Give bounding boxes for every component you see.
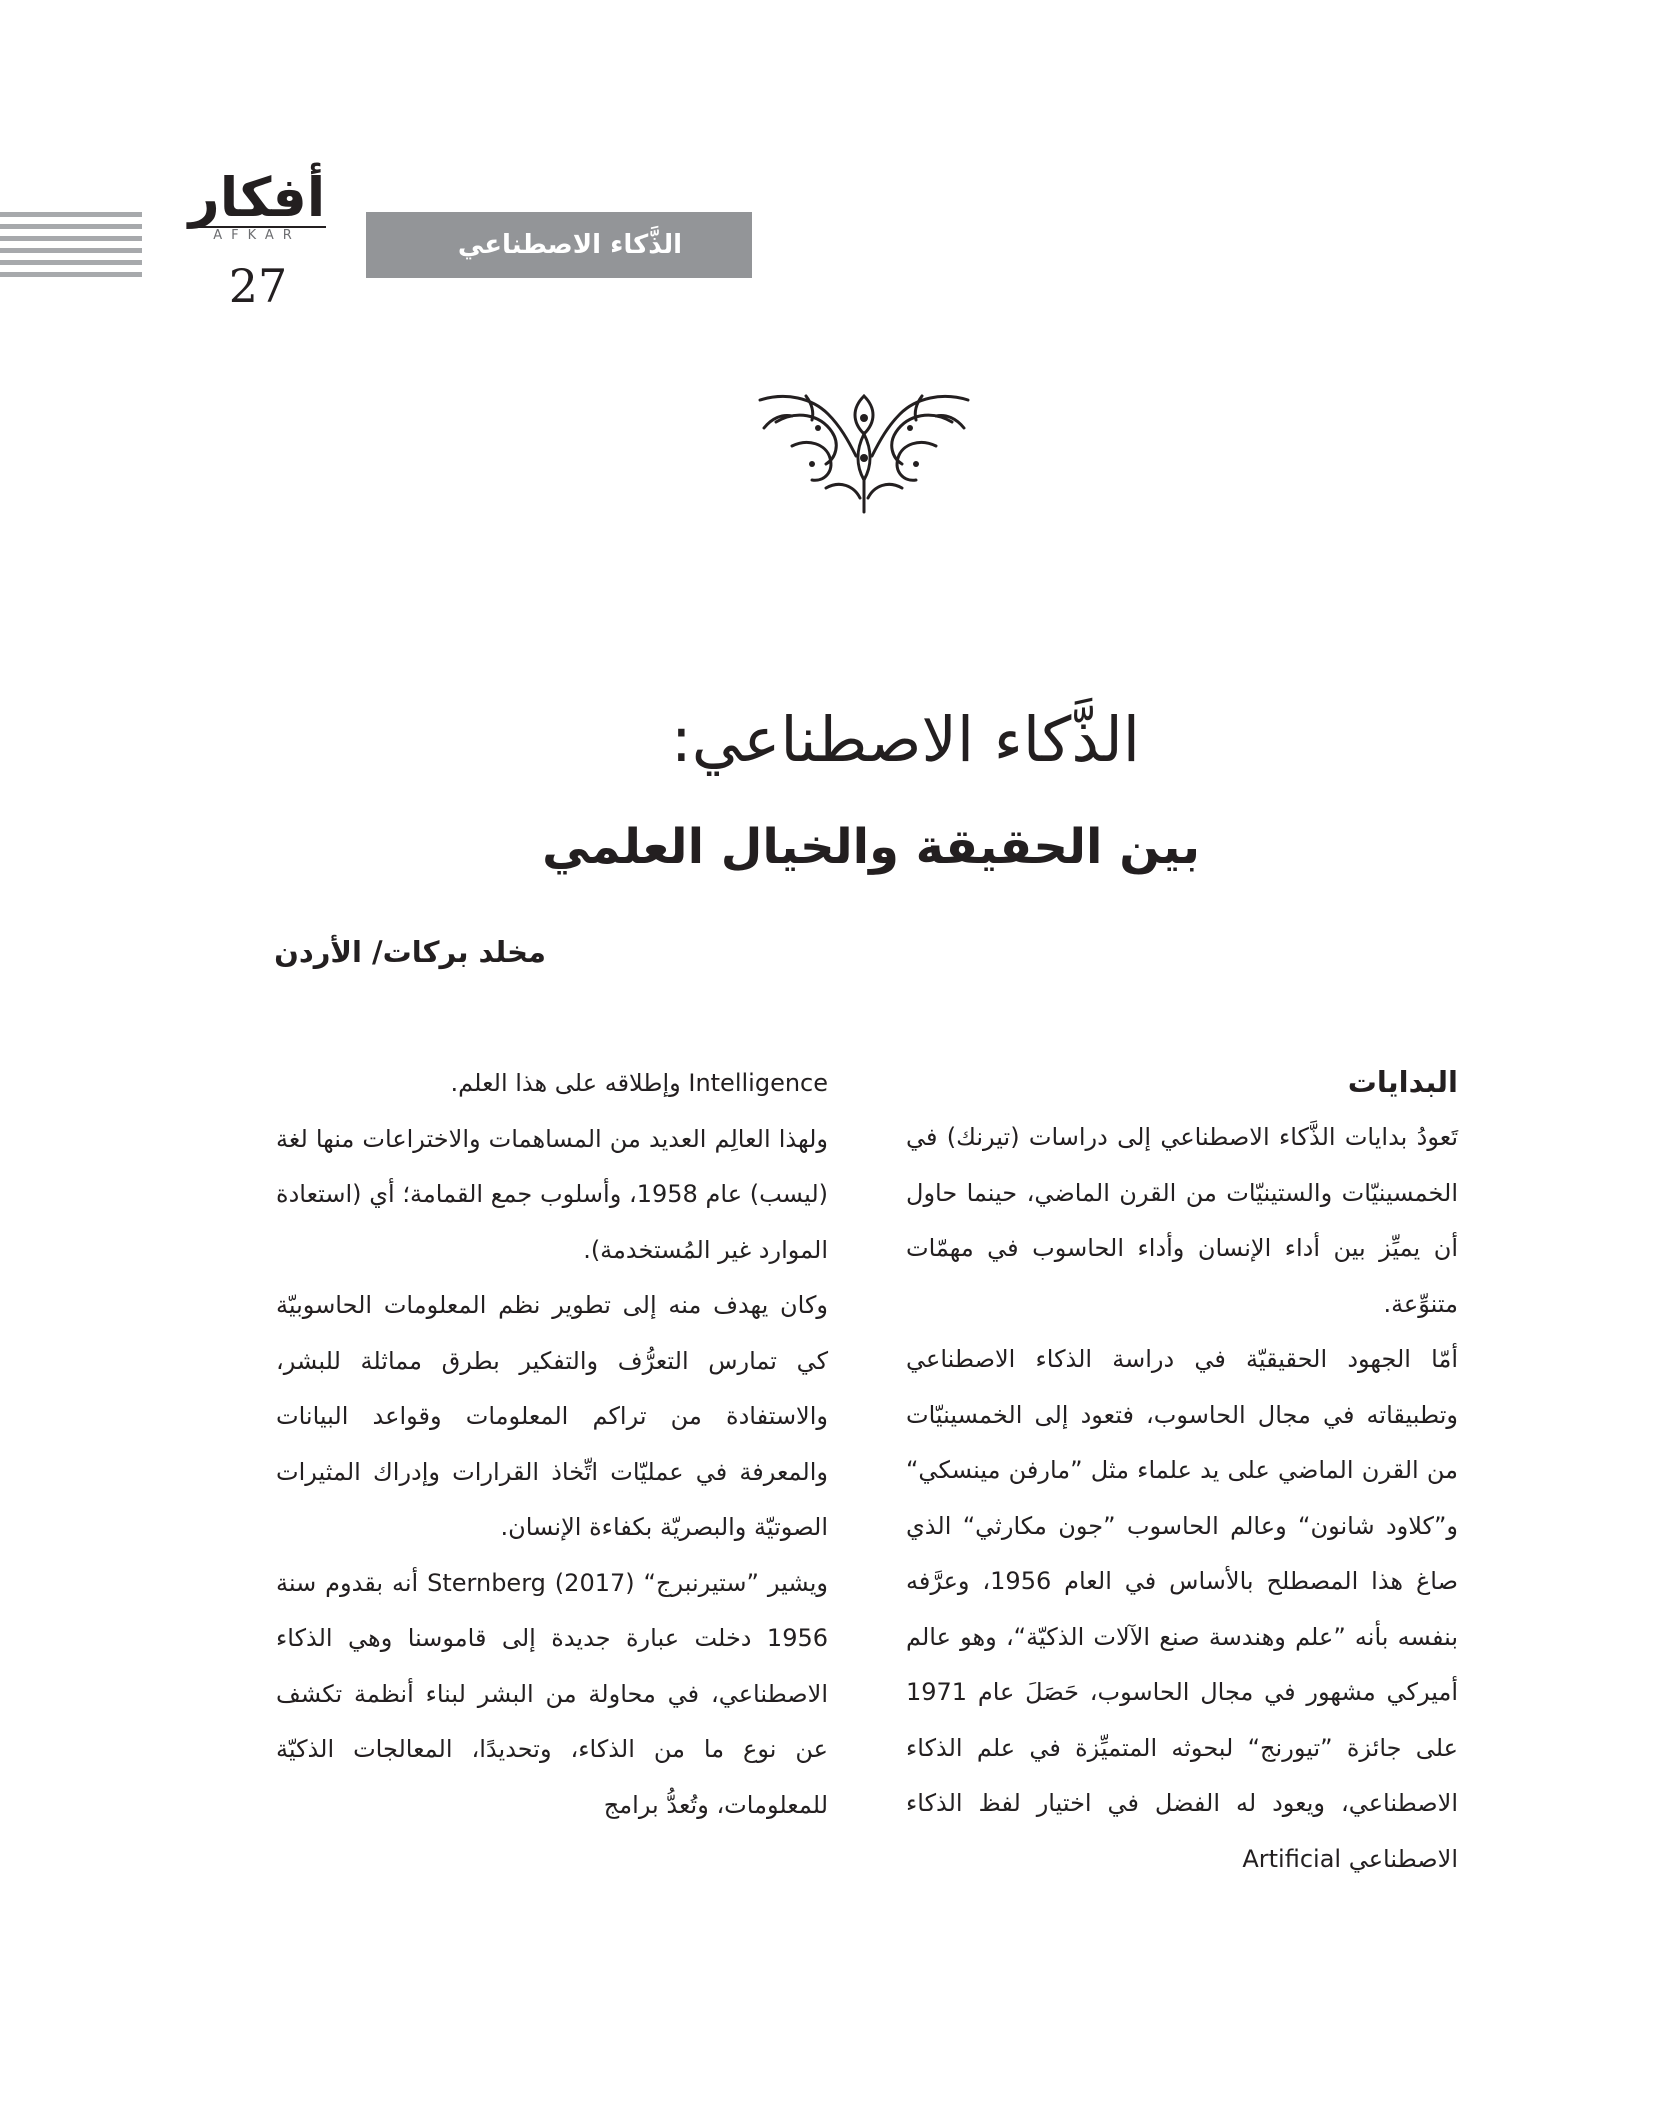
left-column (276, 1056, 828, 1833)
paragraph: Intelligence وإطلاقه على هذا العلم. (450, 1069, 828, 1097)
article-subtitle: بين الحقيقة والخيال العلمي (542, 819, 1200, 875)
paragraph: أمّا الجهود الحقيقيّة في دراسة الذكاء الاصطناعي وتطبيقاته في مجال الحاسوب، فتعود إلى الخمسينيّات من القرن الماضي على يد علماء مثل ”مارفن مينسكي“ و”كلاود شانون“ وعالم الحاسوب ”جون مكارثي“ الذي صاغ هذا المصطلح بالأساس في العام 1956، وعرَّفه بنفسه بأنه ”علم وهندسة صنع الآلات الذكيّة“، وهو عالم أميركي مشهور في مجال الحاسوب، حَصَلَ عام 1971 على جائزة ”تيورنج“ لبحوثه المتميِّزة في علم الذكاء الاصطناعي، ويعود له الفضل في اختيار لفظ الذكاء الاصطناعي Artificial (906, 1345, 1459, 1873)
article-author: مخلد بركات/ الأردن (274, 935, 546, 969)
page-number: 27 (228, 259, 288, 313)
section-tab: الذَّكاء الاصطناعي (366, 212, 752, 278)
stripe (0, 260, 142, 265)
stripe (0, 272, 142, 277)
logo-arabic: أفكار (188, 166, 326, 229)
stripe (0, 236, 142, 241)
magazine-logo (182, 166, 332, 250)
article-title: الذَّكاء الاصطناعي: (670, 703, 1140, 776)
paragraph: ولهذا العالِم العديد من المساهمات والاختراعات منها لغة (ليسب) عام 1958، وأسلوب جمع القمامة؛ أي (استعادة الموارد غير المُستخدمة). (276, 1124, 829, 1264)
stripe (0, 224, 142, 229)
paragraph: تَعودُ بدايات الذَّكاء الاصطناعي إلى دراسات (تيرنك) في الخمسينيّات والستينيّات من القرن الماضي، حينما حاول أن يميِّز بين أداء الإنسان وأداء الحاسوب في مهمّات متنوِّعة. (906, 1123, 1458, 1318)
header-stripes (0, 212, 142, 280)
stripe (0, 248, 142, 253)
logo-latin: AFKAR (188, 226, 326, 244)
stripe (0, 212, 142, 217)
section-heading: البدايات (1347, 1065, 1458, 1099)
paragraph: ويشير ”ستيرنبرج“ Sternberg (2017) أنه بقدوم سنة 1956 دخلت عبارة جديدة إلى قاموسنا وهي الذكاء الاصطناعي، في محاولة من البشر لبناء أنظمة تكشف عن نوع ما من الذكاء، وتحديدًا، المعالجات الذكيّة للمعلومات، وتُعدُّ برامج (276, 1568, 829, 1819)
paragraph: وكان يهدف منه إلى تطوير نظم المعلومات الحاسوبيّة كي تمارس التعرُّف والتفكير بطرق مماثلة للبشر، والاستفادة من تراكم المعلومات وقواعد البيانات والمعرفة في عمليّات اتِّخاذ القرارات وإدراك المثيرات الصوتيّة والبصريّة بكفاءة الإنسان. (276, 1291, 828, 1541)
right-column (906, 1054, 1458, 1887)
floral-ornament-icon (756, 388, 972, 518)
